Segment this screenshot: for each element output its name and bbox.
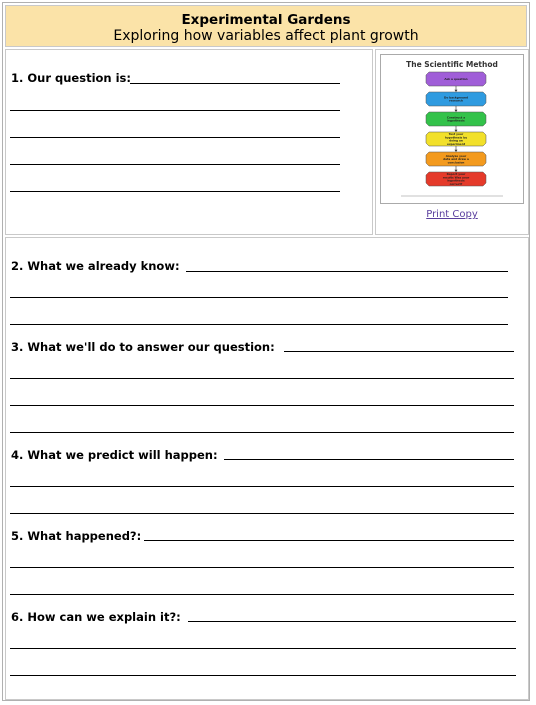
answer-line [10, 513, 514, 514]
worksheet [2, 2, 530, 701]
question-3-label: 3. What we'll do to answer our question: [11, 340, 275, 354]
answer-line [10, 191, 340, 192]
answer-line [224, 459, 514, 460]
answer-line [10, 594, 514, 595]
answer-line [130, 83, 340, 84]
scientific-method-thumbnail[interactable] [380, 54, 524, 204]
answer-line [10, 405, 514, 406]
page-subtitle: Exploring how variables affect plant growth [113, 28, 419, 44]
answer-line [284, 351, 514, 352]
print-copy-link[interactable]: Print Copy [426, 209, 478, 220]
answer-line [144, 540, 514, 541]
answer-line [10, 432, 514, 433]
flowchart-arrowhead [455, 110, 458, 112]
flowchart-step-label: Do background research [444, 95, 468, 103]
answer-line [10, 486, 514, 487]
question-5-label: 5. What happened?: [11, 529, 142, 543]
scientific-method-cell [375, 49, 529, 235]
question-2-label: 2. What we already know: [11, 259, 180, 273]
flowchart-arrowhead [455, 90, 458, 92]
flowchart-step-label: Ask a question [444, 77, 468, 82]
question-4-label: 4. What we predict will happen: [11, 448, 218, 462]
question-6-label: 6. How can we explain it?: [11, 610, 181, 624]
worksheet-header [5, 5, 527, 47]
scientific-method-flowchart [381, 55, 523, 203]
flowchart-title: The Scientific Method [406, 60, 498, 69]
answer-line [10, 648, 516, 649]
answer-line [10, 137, 340, 138]
answer-line [10, 297, 508, 298]
answer-line [10, 567, 514, 568]
flowchart-arrowhead [455, 150, 458, 152]
answer-line [10, 164, 340, 165]
flowchart-step-label: Construct a hypothesis [446, 115, 466, 123]
answer-line [188, 621, 516, 622]
flowchart-step-label: Report your results Was your hypothesis correct? [442, 172, 470, 186]
answer-line [10, 675, 516, 676]
answer-line [186, 271, 508, 272]
answer-line [10, 378, 514, 379]
question-1-cell [5, 49, 373, 235]
page-title: Experimental Gardens [181, 12, 351, 28]
answer-line [10, 324, 508, 325]
answer-line [10, 110, 340, 111]
question-1-label: 1. Our question is: [11, 71, 131, 85]
questions-cell [5, 237, 529, 700]
flowchart-step-label: Analyze your data and draw a conclusion [443, 153, 469, 165]
flowchart-step-label: Test your hypothesis by doing an experiment [444, 132, 468, 146]
